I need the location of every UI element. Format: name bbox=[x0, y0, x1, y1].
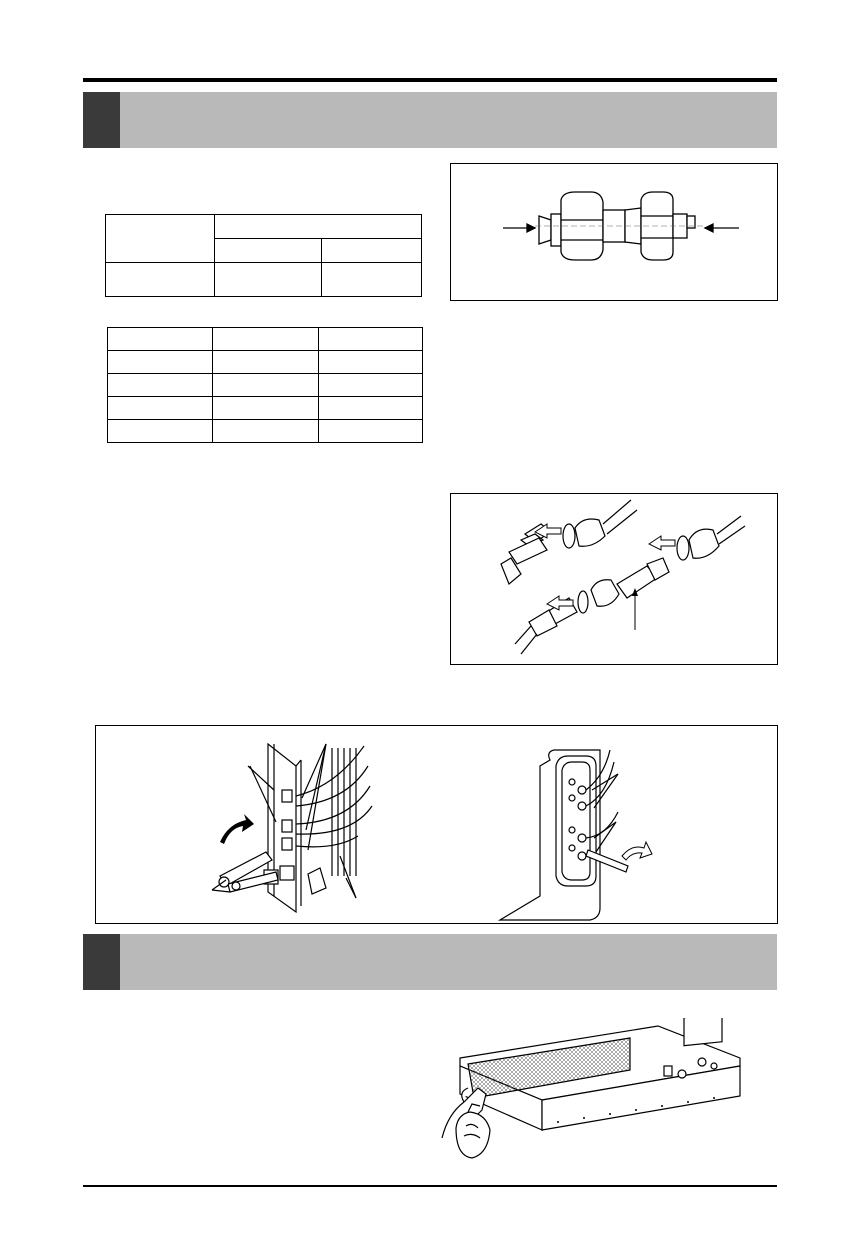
table-cell bbox=[215, 263, 322, 297]
table-cell bbox=[108, 351, 213, 374]
spec-table-1 bbox=[105, 214, 422, 297]
table-cell bbox=[108, 420, 213, 443]
table-cell bbox=[213, 420, 319, 443]
section-header-2 bbox=[83, 934, 777, 990]
table-cell bbox=[213, 328, 319, 351]
spec-table-2 bbox=[107, 327, 423, 443]
figure-indoor-unit bbox=[434, 1018, 744, 1162]
table-cell bbox=[106, 215, 215, 263]
table-cell bbox=[215, 239, 322, 263]
table-cell bbox=[215, 215, 422, 239]
section-tab-1 bbox=[83, 92, 120, 148]
table-cell bbox=[319, 420, 423, 443]
table-cell bbox=[108, 328, 213, 351]
table-cell bbox=[319, 328, 423, 351]
figure-union-box bbox=[450, 163, 778, 301]
table-cell bbox=[108, 374, 213, 397]
bottom-rule bbox=[83, 1185, 777, 1187]
duct-indoor-unit-leak-test-icon bbox=[434, 1018, 744, 1162]
table-cell bbox=[106, 263, 215, 297]
table-cell bbox=[319, 397, 423, 420]
table-cell bbox=[319, 351, 423, 374]
figure-flare-box bbox=[450, 493, 778, 665]
section-tab-2 bbox=[83, 934, 120, 990]
table-cell bbox=[319, 374, 423, 397]
table-cell bbox=[213, 397, 319, 420]
outdoor-unit-service-valves-icon bbox=[96, 726, 777, 923]
top-rule bbox=[83, 78, 777, 82]
table-cell bbox=[108, 397, 213, 420]
flare-nut-connection-icon bbox=[451, 494, 777, 664]
table-cell bbox=[213, 351, 319, 374]
table-cell bbox=[213, 374, 319, 397]
figure-outdoor-valves-box bbox=[95, 725, 778, 924]
pipe-union-icon bbox=[451, 164, 777, 300]
table-cell bbox=[322, 239, 422, 263]
table-cell bbox=[322, 263, 422, 297]
section-header-1 bbox=[83, 92, 777, 148]
